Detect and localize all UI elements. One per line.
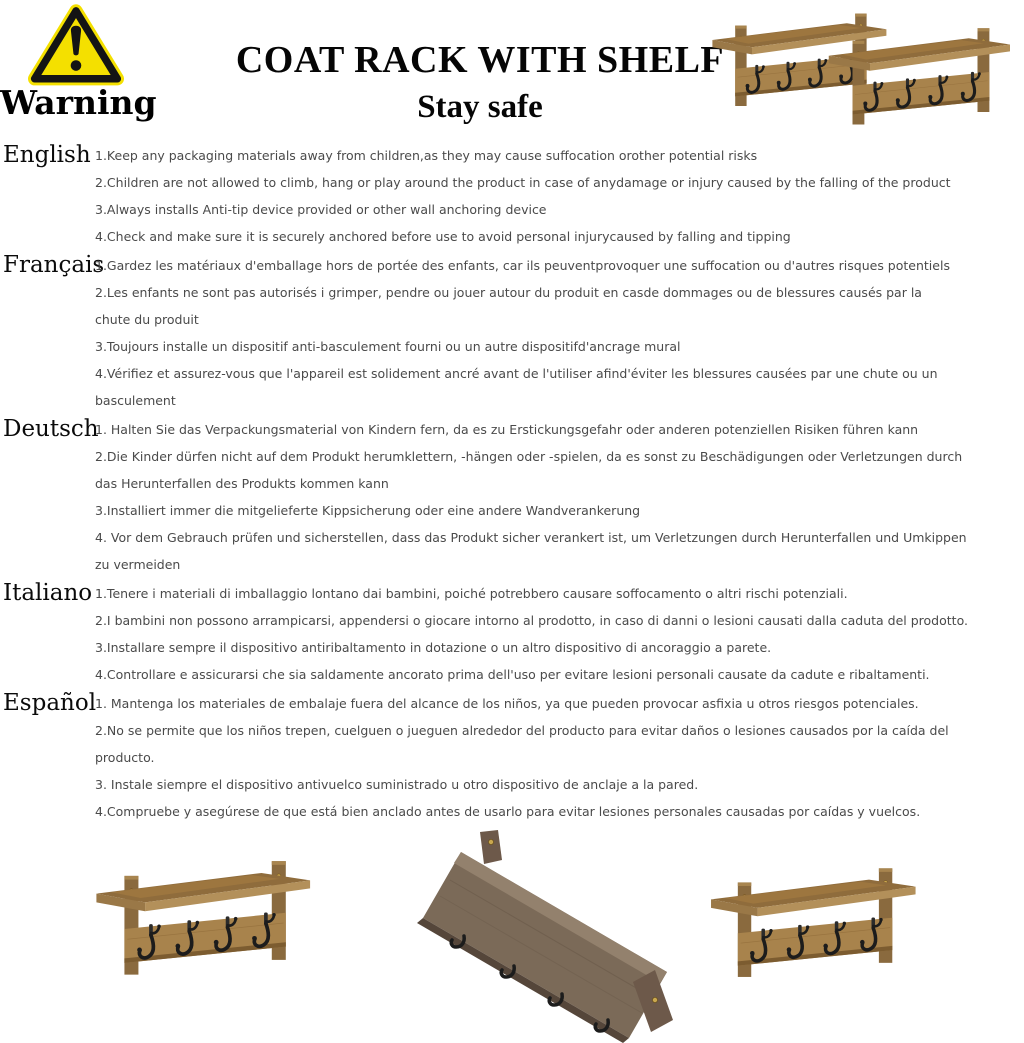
coat-rack-pair-image bbox=[700, 0, 1024, 130]
section-deutsch bbox=[3, 416, 1022, 578]
warning-line: 4. Vor dem Gebrauch prüfen und sicherstellen, dass das Produkt sicher verankert ist, um Verletzungen durch Herunterfallen und Umkippen bbox=[95, 530, 967, 545]
section-francais bbox=[3, 252, 1022, 414]
warning-line: 1. Halten Sie das Verpackungsmaterial von Kindern fern, da es zu Erstickungsgefahr oder anderen potenziellen Risiken führen kann bbox=[95, 422, 919, 437]
warning-triangle-icon bbox=[28, 2, 124, 86]
section-italiano bbox=[3, 580, 1022, 688]
section-english bbox=[3, 142, 1022, 250]
coat-rack-front-image bbox=[86, 842, 322, 982]
title-block bbox=[190, 40, 770, 125]
warning-line: 2.Les enfants ne sont pas autorisés i grimper, pendre ou jouer autour du produit en casde dommages ou de blessures causés par la bbox=[95, 285, 922, 300]
warning-line: 3. Instale siempre el dispositivo antivuelco suministrado u otro dispositivo de anclaje a la pared. bbox=[95, 777, 699, 792]
warning-line: 4.Vérifiez et assurez-vous que l'appareil est solidement ancré avant de l'utiliser afind'éviter les blessures causées par une chute ou un bbox=[95, 366, 938, 381]
warning-line: basculement bbox=[95, 393, 176, 408]
section-label: Italiano bbox=[3, 580, 93, 606]
warning-line: 1. Mantenga los materiales de embalaje fuera del alcance de los niños, ya que pueden provocar asfixia u otros riesgos potenciales. bbox=[95, 696, 919, 711]
warning-line: 1.Tenere i materiali di imballaggio lontano dai bambini, poiché potrebbero causare soffocamento o altri rischi potenziali. bbox=[95, 586, 848, 601]
warning-line: 4.Compruebe y asegúrese de que está bien anclado antes de usarlo para evitar lesiones personales causadas por caídas y vuelcos. bbox=[95, 804, 921, 819]
warning-line: 2.I bambini non possono arrampicarsi, appendersi o giocare intorno al prodotto, in caso di danni o lesioni causati dalla caduta del prodotto. bbox=[95, 613, 968, 628]
coat-rack-front-image-2 bbox=[701, 850, 927, 984]
section-espanol bbox=[3, 690, 1022, 825]
page-subtitle: Stay safe bbox=[417, 88, 543, 125]
warning-line: 4.Controllare e assicurarsi che sia saldamente ancorato prima dell'uso per evitare lesioni personali causate da cadute e ribaltamenti. bbox=[95, 667, 930, 682]
page-title: COAT RACK WITH SHELF bbox=[235, 39, 725, 81]
warning-block bbox=[0, 2, 157, 122]
warning-line: zu vermeiden bbox=[95, 557, 181, 572]
warning-line: 2.No se permite que los niños trepen, cuelguen o jueguen alrededor del producto para evitar daños o lesiones causados por la caída del bbox=[95, 723, 949, 738]
warning-line: 3.Installare sempre il dispositivo antiribaltamento in dotazione o un altro dispositivo di ancoraggio a parete. bbox=[95, 640, 772, 655]
warning-line: 2.Die Kinder dürfen nicht auf dem Produkt herumklettern, -hängen oder -spielen, da es sonst zu Beschädigungen oder Verletzungen durch bbox=[95, 449, 963, 464]
warning-line: chute du produit bbox=[95, 312, 199, 327]
warning-line: 3.Always installs Anti-tip device provided or other wall anchoring device bbox=[95, 202, 547, 217]
warning-line: 1.Keep any packaging materials away from children,as they may cause suffocation orother potential risks bbox=[95, 148, 758, 163]
warning-line: das Herunterfallen des Produkts kommen kann bbox=[95, 476, 389, 491]
section-label: Français bbox=[3, 252, 105, 278]
warning-line: 4.Check and make sure it is securely anchored before use to avoid personal injurycaused by falling and tipping bbox=[95, 229, 791, 244]
warning-line: producto. bbox=[95, 750, 155, 765]
section-label: English bbox=[3, 142, 91, 168]
coat-rack-top-view-image bbox=[402, 830, 702, 1043]
warning-line: 3.Toujours installe un dispositif anti-basculement fourni ou un autre dispositifd'ancrage mural bbox=[95, 339, 681, 354]
section-label: Español bbox=[3, 690, 97, 716]
section-label: Deutsch bbox=[3, 416, 99, 442]
warning-line: 1.Gardez les matériaux d'emballage hors de portée des enfants, car ils peuventprovoquer une suffocation ou d'autres risques potentiels bbox=[95, 258, 950, 273]
warning-label: Warning bbox=[0, 83, 157, 122]
warning-sections bbox=[3, 142, 1022, 827]
warning-line: 3.Installiert immer die mitgelieferte Kippsicherung oder eine andere Wandverankerung bbox=[95, 503, 641, 518]
warning-line: 2.Children are not allowed to climb, hang or play around the product in case of anydamage or injury caused by the falling of the product bbox=[95, 175, 951, 190]
